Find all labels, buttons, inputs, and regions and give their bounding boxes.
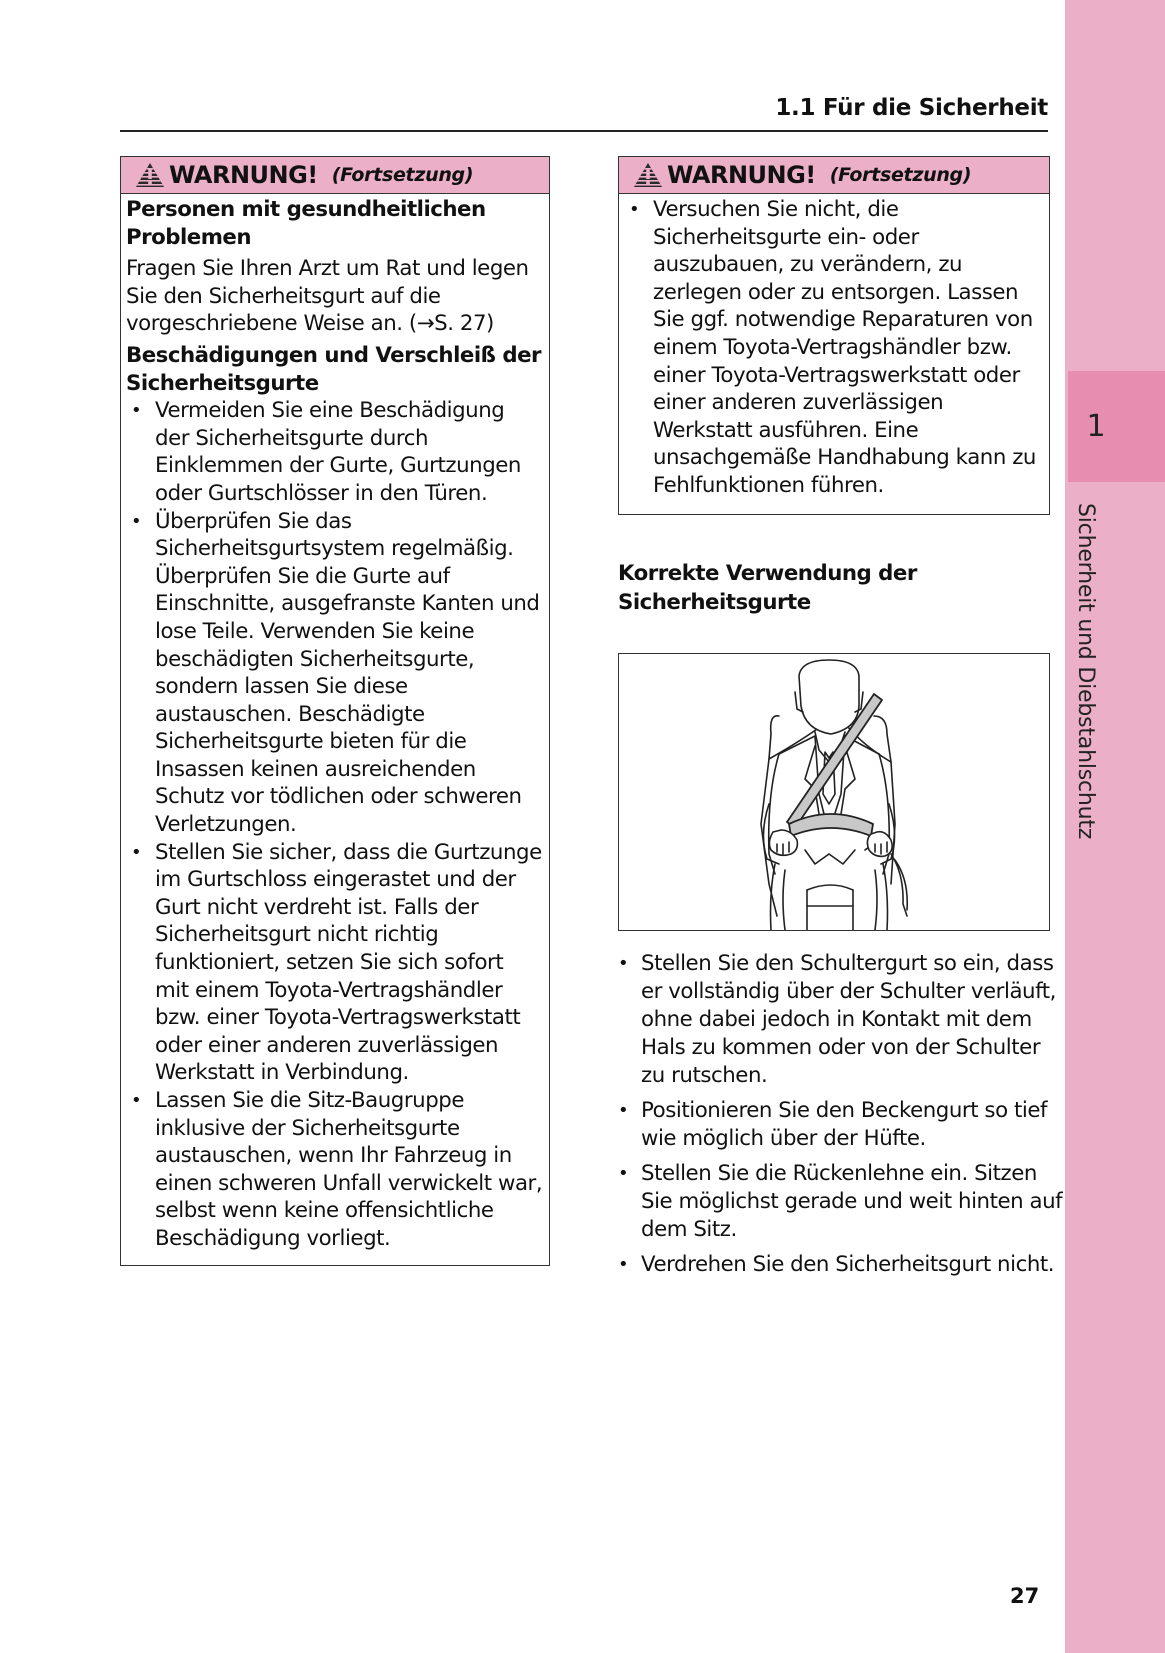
list-item: • Lassen Sie die Sitz-Baugruppe inklusive der Sicherheitsgurte austauschen, wenn Ihr Fahrzeug in einen schweren Unfall verwickelt war, selbst wenn keine offensichtliche Beschädigung vorliegt.: [126, 1087, 543, 1253]
warning-triangle-icon: [633, 162, 663, 188]
warning-box-right: [618, 156, 1050, 515]
header-divider: [120, 130, 1048, 132]
list-item: • Positionieren Sie den Beckengurt so tief wie möglich über der Hüfte.: [618, 1097, 1063, 1153]
list-item: • Stellen Sie sicher, dass die Gurtzunge im Gurtschloss eingerastet und der Gurt nicht verdreht ist. Falls der Sicherheitsgurt nicht richtig funktioniert, setzen Sie sich sofort mit einem Toyota-Vertragshändler bzw. einer Toyota-Vertragswerkstatt oder einer anderen zuverlässigen Werkstatt in Verbindung.: [126, 839, 543, 1087]
warning-box-left: [120, 156, 550, 1266]
seatbelt-illustration-frame: [618, 653, 1050, 931]
warning-triangle-icon: [135, 162, 165, 188]
warning-bullet-list: [126, 397, 543, 1252]
warning-bullet-list: [624, 196, 1043, 500]
chapter-number: 1: [1086, 409, 1106, 444]
warning-heading-health: Personen mit gesundheitlichen Problemen: [126, 197, 486, 250]
warning-subtitle: (Fortsetzung): [331, 164, 474, 186]
warning-paragraph-health: Fragen Sie Ihren Arzt um Rat und legen Sie den Sicherheitsgurt auf die vorgeschriebene Weise an. (→S. 27): [126, 256, 529, 337]
page-number: 27: [1010, 1584, 1040, 1608]
list-item: • Überprüfen Sie das Sicherheitsgurtsystem regelmäßig. Überprüfen Sie die Gurte auf Einschnitte, ausgefranste Kanten und lose Teile. Verwenden Sie keine beschädigten Sicherheitsgurte, sondern lassen Sie diese austauschen. Beschädigte Sicherheitsgurte bieten für die Insassen keinen ausreichenden Schutz vor tödlichen oder schweren Verletzungen.: [126, 508, 543, 839]
chapter-title: Sicherheit und Diebstahlschutz: [1073, 503, 1098, 840]
section-header: 1.1 Für die Sicherheit: [775, 95, 1048, 121]
seated-person-seatbelt-illustration: [619, 654, 1050, 931]
warning-header: [121, 157, 549, 194]
warning-title: WARNUNG!: [169, 161, 318, 189]
warning-subtitle: (Fortsetzung): [829, 164, 972, 186]
warning-body: [619, 194, 1049, 514]
warning-heading-damage: Beschädigungen und Verschleiß der Sicherheitsgurte: [126, 342, 542, 396]
warning-header: [619, 157, 1049, 194]
list-item: • Versuchen Sie nicht, die Sicherheitsgurte ein- oder auszubauen, zu verändern, zu zerlegen oder zu entsorgen. Lassen Sie ggf. notwendige Reparaturen von einem Toyota-Vertragshändler bzw. einer Toyota-Vertragswerkstatt oder einer anderen zuverlässigen Werkstatt ausführen. Eine unsachgemäße Handhabung kann zu Fehlfunktionen führen.: [624, 196, 1043, 500]
list-item: • Verdrehen Sie den Sicherheitsgurt nicht.: [618, 1251, 1063, 1279]
correct-use-list: [618, 950, 1063, 1286]
list-item: • Vermeiden Sie eine Beschädigung der Sicherheitsgurte durch Einklemmen der Gurte, Gurtzungen oder Gurtschlösser in den Türen.: [126, 397, 543, 507]
list-item: • Stellen Sie die Rückenlehne ein. Sitzen Sie möglichst gerade und weit hinten auf dem Sitz.: [618, 1160, 1063, 1244]
correct-use-heading: Korrekte Verwendung der Sicherheitsgurte: [618, 561, 917, 615]
warning-body: [121, 194, 549, 1265]
warning-title: WARNUNG!: [667, 161, 816, 189]
list-item: • Stellen Sie den Schultergurt so ein, dass er vollständig über der Schulter verläuft, ohne dabei jedoch in Kontakt mit dem Hals zu kommen oder von der Schulter zu rutschen.: [618, 950, 1063, 1090]
